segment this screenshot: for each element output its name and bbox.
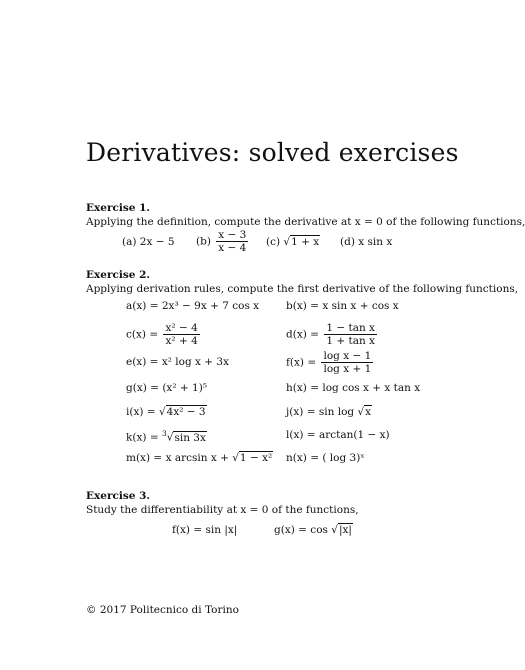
function-d: d(x) = $\frac{\text{1 − tan x}}{\text{1 + tan x}}$ (286, 322, 375, 347)
function-n: n(x) = ( log 3)ˣ (286, 452, 365, 464)
page-title: Derivatives: solved exercises (86, 138, 459, 167)
function-h: h(x) = log cos x + x tan x (286, 382, 421, 394)
exercise-3-function-g: g(x) = cos √|x| (274, 524, 352, 536)
exercise-3-text: Study the differentiability at x = 0 of the functions, (86, 504, 359, 516)
function-k: k(x) = $^3$√sin 3x (126, 429, 206, 444)
function-m: m(x) = x arcsin x + √1 − x² (126, 452, 273, 464)
exercise-3-function-f: f(x) = sin |x| (172, 524, 238, 536)
exercise-1-text: Applying the definition, compute the derivative at x = 0 of the following functions, (86, 216, 525, 228)
function-c: c(x) = $\frac{\text{x² − 4}}{\text{x² + 4}}$ (126, 322, 198, 347)
exercise-1-item-a: (a) 2x − 5 (122, 236, 175, 248)
exercise-1-item-b: (b) $\frac{x - 3}{x - 4}$ (196, 229, 247, 254)
exercise-1-item-d: (d) x sin x (340, 236, 393, 248)
function-j: j(x) = sin log √x (286, 406, 372, 418)
function-e: e(x) = x² log x + 3x (126, 356, 230, 368)
exercise-2-text: Applying derivation rules, compute the first derivative of the following functions, (86, 283, 519, 295)
exercise-1-heading: Exercise 1. (86, 202, 151, 214)
function-i: i(x) = √4x² − 3 (126, 406, 206, 418)
copyright-footer: © 2017 Politecnico di Torino (86, 604, 239, 616)
exercise-3-heading: Exercise 3. (86, 490, 151, 502)
function-g: g(x) = (x² + 1)⁵ (126, 382, 208, 394)
exercise-2-heading: Exercise 2. (86, 269, 151, 281)
function-f: f(x) = $\frac{\text{log x − 1}}{\text{log x + 1}}$ (286, 350, 372, 375)
function-b: b(x) = x sin x + cos x (286, 300, 399, 312)
function-a: a(x) = 2x³ − 9x + 7 cos x (126, 300, 260, 312)
function-l: l(x) = arctan(1 − x) (286, 429, 390, 441)
exercise-1-item-c: (c) √1 + x (266, 236, 320, 248)
